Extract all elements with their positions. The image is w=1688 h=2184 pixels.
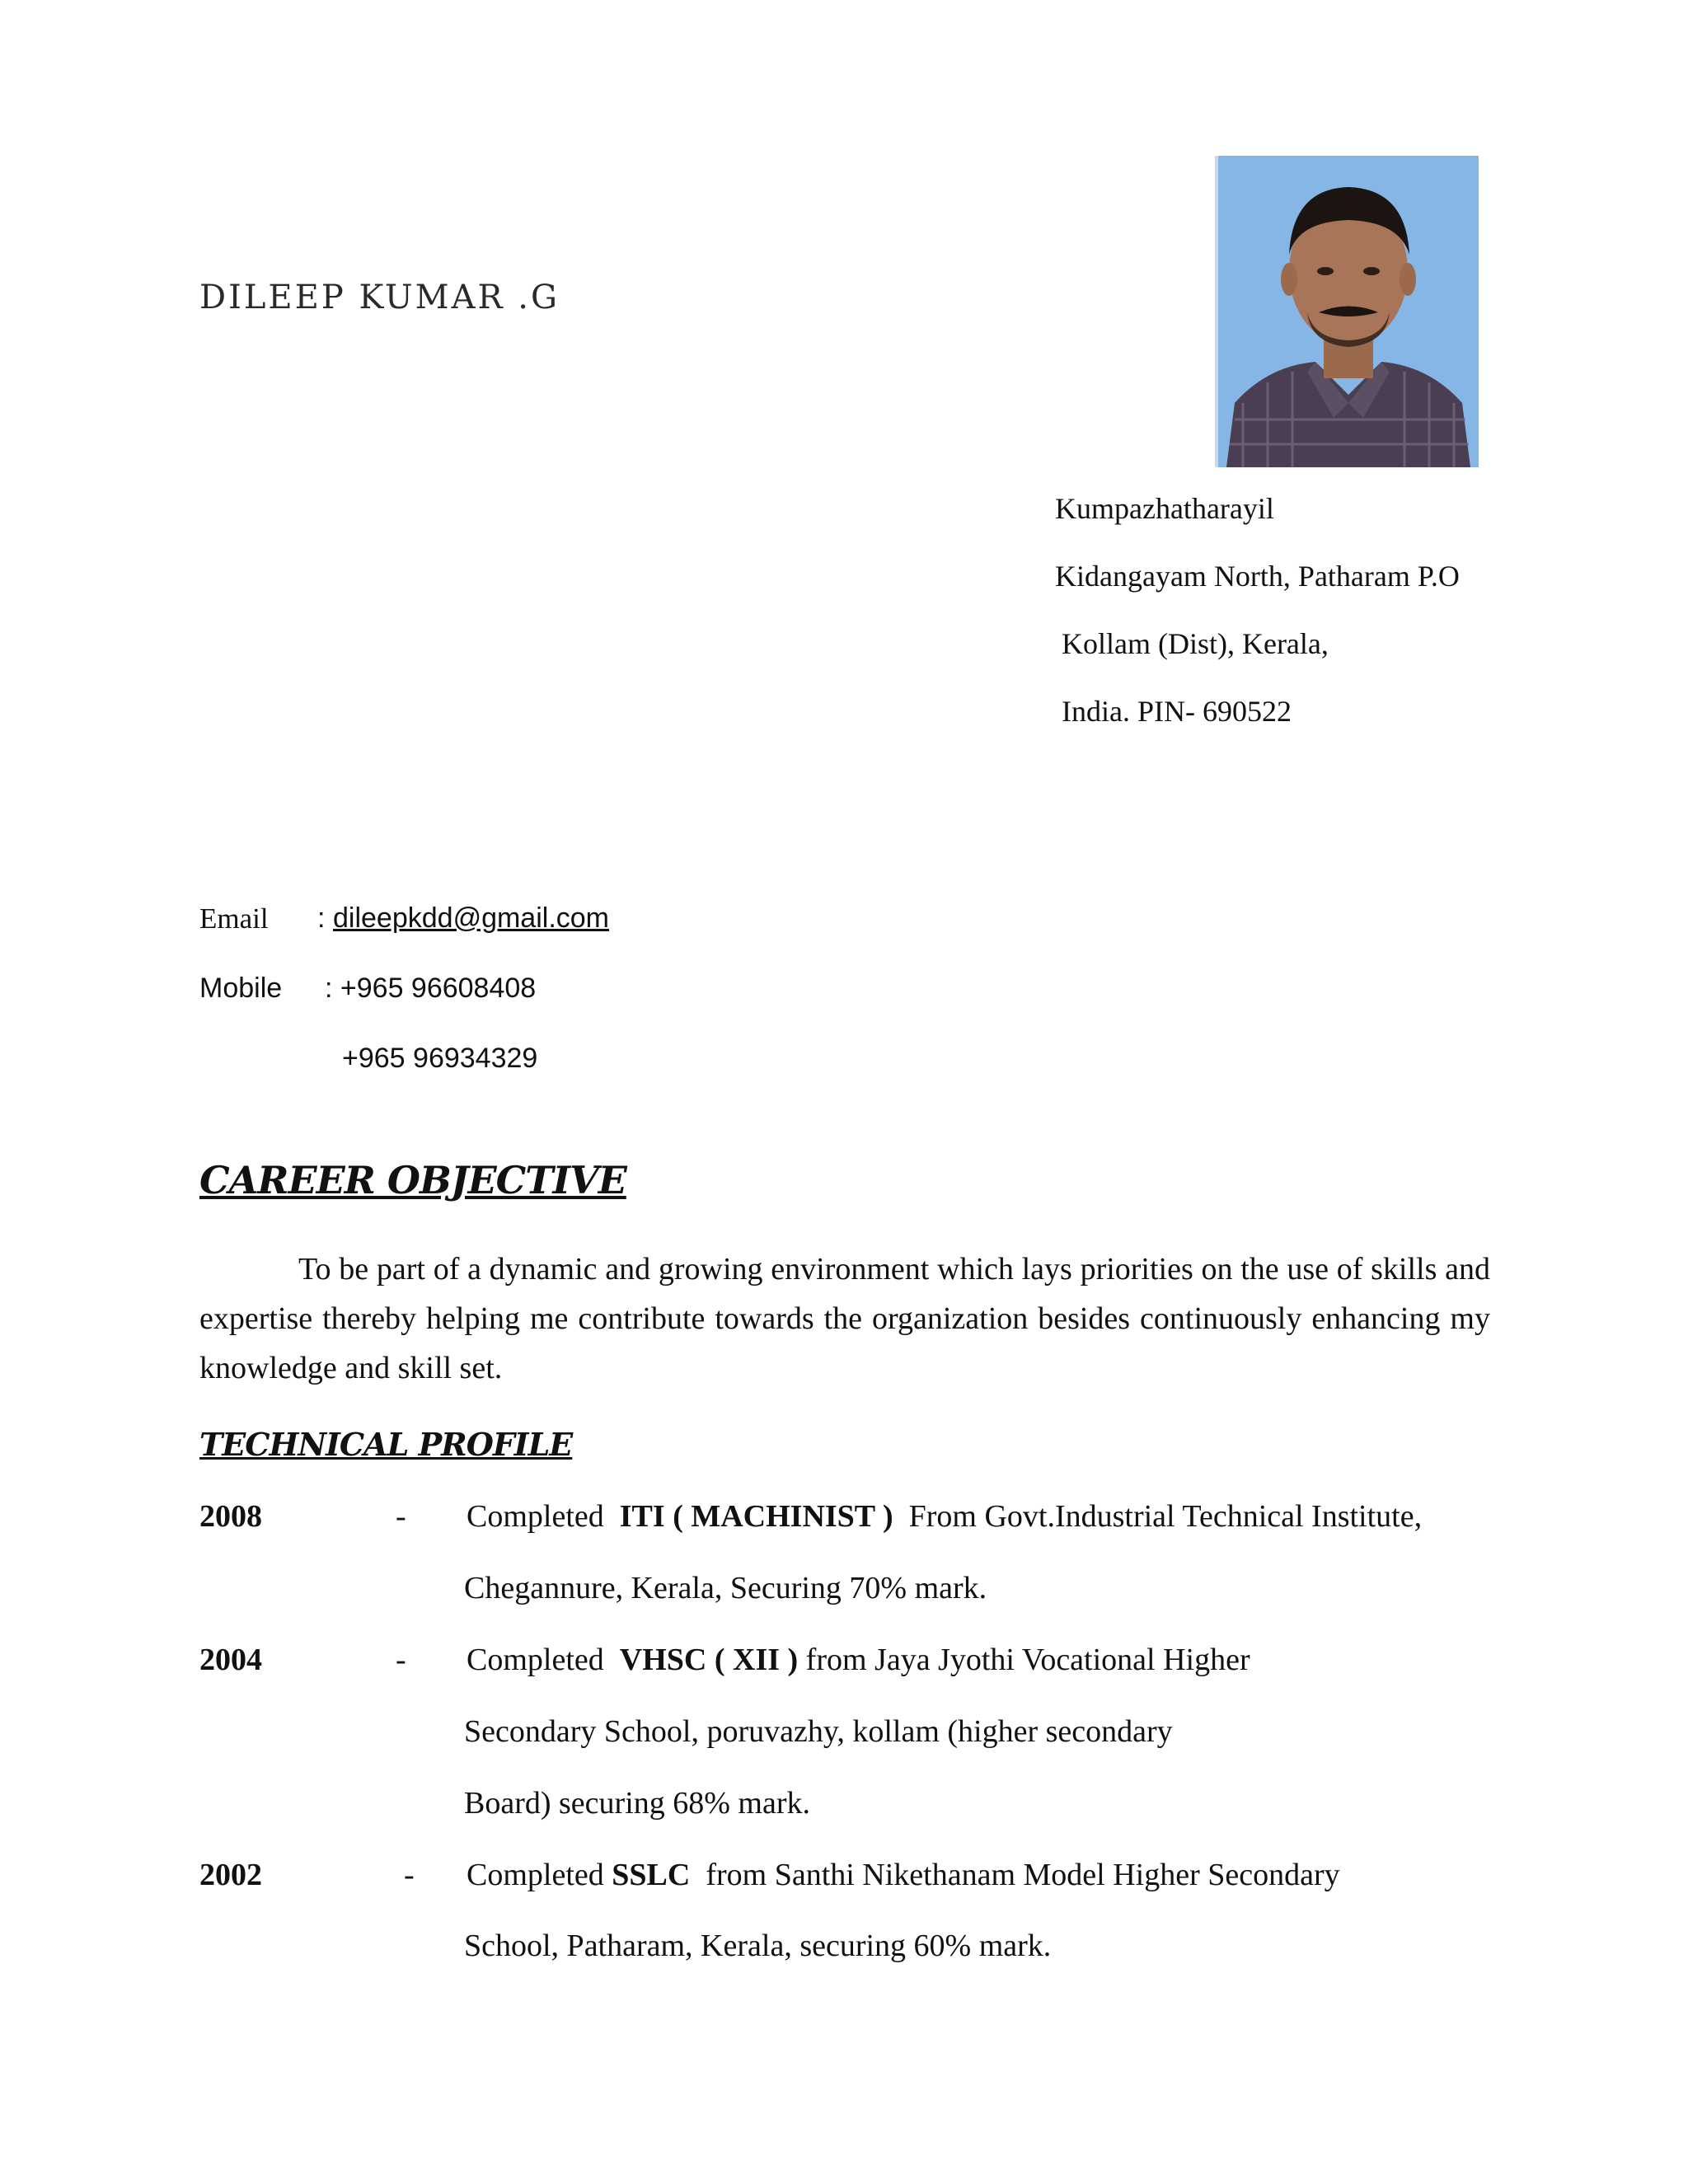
entry-year: 2002 [199, 1858, 262, 1892]
entry-qualification: ITI ( MACHINIST ) [619, 1499, 893, 1534]
entry-pre: Completed [467, 1643, 604, 1677]
entry-continuation: Secondary School, poruvazhy, kollam (higher secondary [464, 1714, 1173, 1749]
entry-qualification: SSLC [612, 1858, 691, 1892]
address-line-1: Kumpazhatharayil [1055, 492, 1274, 525]
entry-dash: - [396, 1499, 406, 1534]
entry-description [467, 1498, 1422, 1535]
profile-photo-illustration [1218, 156, 1479, 467]
entry-description [467, 1857, 1340, 1893]
entry-qualification: VHSC ( XII ) [619, 1643, 799, 1677]
entry-year: 2008 [199, 1499, 262, 1534]
email-link[interactable]: dileepkdd@gmail.com [333, 902, 610, 934]
career-objective-text: To be part of a dynamic and growing environment which lays priorities on the use of skills and expertise thereby helping me contribute towards the organization besides continuously enhancing my knowledge and skill set. [199, 1252, 1490, 1385]
address-line-3: Kollam (Dist), Kerala, [1062, 627, 1329, 660]
entry-dash: - [404, 1858, 415, 1892]
email-colon: : [317, 902, 326, 934]
mobile-label: Mobile [199, 972, 283, 1004]
entry-pre: Completed [467, 1499, 604, 1534]
address-line-2: Kidangayam North, Patharam P.O [1055, 560, 1460, 593]
entry-description [467, 1642, 1250, 1678]
email-label: Email [199, 902, 269, 935]
entry-pre: Completed [467, 1858, 604, 1892]
technical-profile-heading: TECHNICAL PROFILE [199, 1426, 573, 1463]
entry-post: from Jaya Jyothi Vocational Higher [805, 1643, 1250, 1677]
entry-year: 2004 [199, 1643, 262, 1677]
career-objective-heading: CAREER OBJECTIVE [199, 1158, 626, 1202]
entry-continuation: School, Patharam, Kerala, securing 60% mark. [464, 1929, 1052, 1963]
applicant-name: DILEEP KUMAR .G [199, 279, 560, 316]
profile-photo [1215, 156, 1479, 467]
mobile-number-2: +965 96934329 [342, 1043, 538, 1074]
entry-post: from Santhi Nikethanam Model Higher Secondary [706, 1858, 1340, 1892]
entry-continuation: Board) securing 68% mark. [464, 1786, 810, 1821]
entry-post: From Govt.Industrial Technical Institute, [908, 1499, 1423, 1534]
entry-continuation: Chegannure, Kerala, Securing 70% mark. [464, 1571, 987, 1605]
address-line-4: India. PIN- 690522 [1062, 695, 1292, 728]
entry-dash: - [396, 1643, 406, 1677]
mobile-number-1: : +965 96608408 [325, 972, 537, 1004]
